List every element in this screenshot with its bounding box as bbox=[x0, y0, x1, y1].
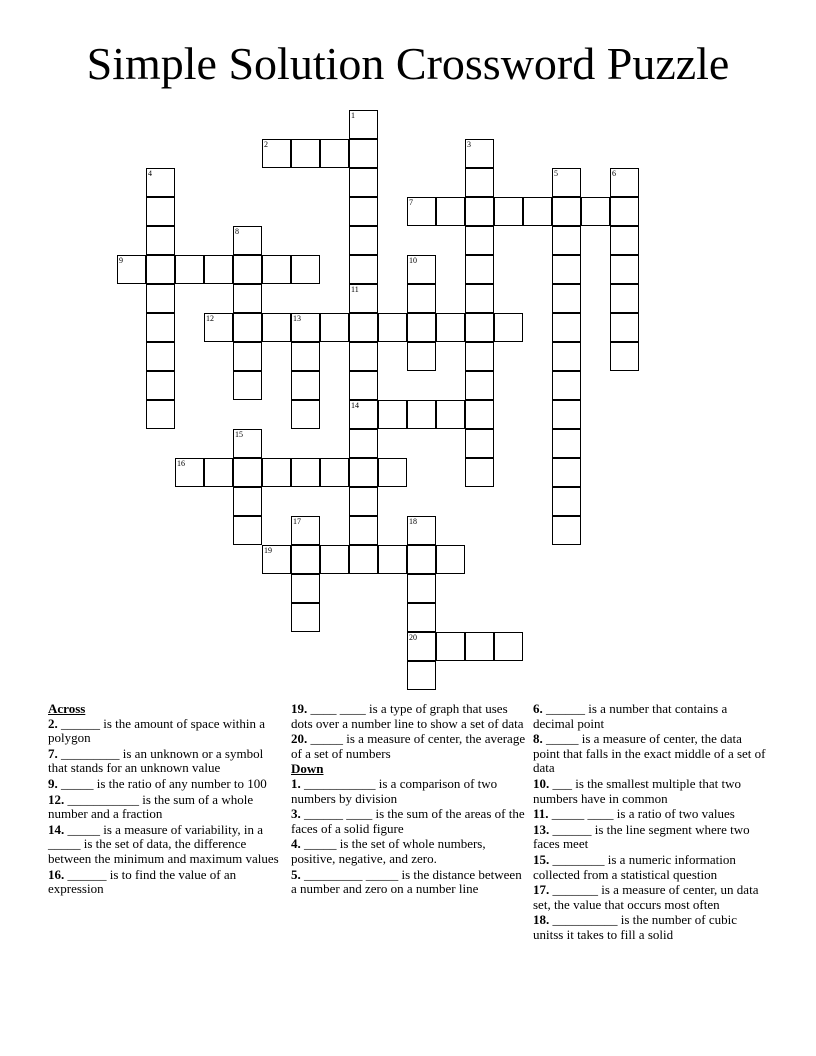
clue-across-20 bbox=[291, 732, 527, 761]
grid-cell[interactable] bbox=[407, 574, 436, 603]
clue-number: 4 bbox=[148, 169, 152, 178]
grid-cell[interactable] bbox=[523, 197, 552, 226]
clue-text: _____ is the ratio of any number to 100 bbox=[61, 775, 267, 791]
clue-number: 3 bbox=[467, 140, 471, 149]
clue-text: ______ is the line segment where two faces meet bbox=[533, 821, 750, 852]
grid-cell[interactable] bbox=[552, 197, 581, 226]
clue-text: __________ is the number of cubic unitss it takes to fill a solid bbox=[533, 912, 737, 942]
grid-cell[interactable] bbox=[465, 313, 494, 342]
clue-number-label: 9. bbox=[48, 775, 58, 791]
clue-text: ______ ____ is the sum of the areas of the faces of a solid figure bbox=[291, 806, 525, 836]
clue-text: ___ is the smallest multiple that two numbers have in common bbox=[533, 775, 741, 806]
grid-cell[interactable] bbox=[146, 313, 175, 342]
grid-cell[interactable] bbox=[117, 255, 146, 284]
clue-number-label: 4. bbox=[291, 836, 301, 852]
grid-cell[interactable] bbox=[552, 400, 581, 429]
clue-across-12 bbox=[48, 793, 284, 822]
grid-cell[interactable] bbox=[349, 545, 378, 574]
grid-cell[interactable] bbox=[494, 313, 523, 342]
clue-number-label: 6. bbox=[533, 701, 543, 716]
clue-text: ______ is a number that contains a decimal point bbox=[533, 701, 728, 731]
grid-cell[interactable] bbox=[349, 255, 378, 284]
clue-down-3 bbox=[291, 807, 527, 836]
clue-number-label: 10. bbox=[533, 775, 550, 791]
grid-cell[interactable] bbox=[378, 313, 407, 342]
grid-cell[interactable] bbox=[407, 197, 436, 226]
grid-cell[interactable] bbox=[407, 661, 436, 690]
clue-number-label: 17. bbox=[533, 882, 550, 898]
grid-cell[interactable] bbox=[291, 516, 320, 545]
clue-number-label: 18. bbox=[533, 912, 550, 928]
grid-cell[interactable] bbox=[233, 313, 262, 342]
clue-down-8 bbox=[533, 732, 769, 776]
clue-number: 19 bbox=[264, 546, 272, 555]
clue-number: 9 bbox=[119, 256, 123, 265]
grid-cell[interactable] bbox=[407, 313, 436, 342]
grid-cell[interactable] bbox=[378, 545, 407, 574]
grid-cell[interactable] bbox=[262, 545, 291, 574]
grid-cell[interactable] bbox=[465, 371, 494, 400]
grid-cell[interactable] bbox=[407, 545, 436, 574]
clue-number-label: 1. bbox=[291, 775, 301, 791]
grid-cell[interactable] bbox=[610, 197, 639, 226]
grid-cell[interactable] bbox=[494, 632, 523, 661]
grid-cell[interactable] bbox=[262, 139, 291, 168]
grid-cell[interactable] bbox=[233, 371, 262, 400]
clue-number-label: 8. bbox=[533, 731, 543, 747]
grid-cell[interactable] bbox=[552, 255, 581, 284]
clue-across-9 bbox=[48, 777, 284, 792]
clue-down-5 bbox=[291, 868, 527, 897]
clue-down-15 bbox=[533, 853, 769, 882]
grid-cell[interactable] bbox=[291, 255, 320, 284]
clue-number: 11 bbox=[351, 285, 359, 294]
clue-across-2 bbox=[48, 717, 284, 746]
grid-cell[interactable] bbox=[146, 400, 175, 429]
clue-down-18 bbox=[533, 913, 769, 942]
grid-cell[interactable] bbox=[349, 168, 378, 197]
grid-cell[interactable] bbox=[552, 487, 581, 516]
clue-number: 10 bbox=[409, 256, 417, 265]
grid-cell[interactable] bbox=[233, 284, 262, 313]
across-heading: Across bbox=[48, 701, 86, 716]
grid-cell[interactable] bbox=[610, 313, 639, 342]
grid-cell[interactable] bbox=[204, 458, 233, 487]
grid-cell[interactable] bbox=[291, 139, 320, 168]
grid-cell[interactable] bbox=[552, 371, 581, 400]
grid-cell[interactable] bbox=[465, 284, 494, 313]
grid-cell[interactable] bbox=[262, 313, 291, 342]
grid-cell[interactable] bbox=[349, 487, 378, 516]
clue-number-label: 15. bbox=[533, 851, 550, 867]
clue-number: 20 bbox=[409, 633, 417, 642]
grid-cell[interactable] bbox=[349, 429, 378, 458]
grid-cell[interactable] bbox=[146, 284, 175, 313]
grid-cell[interactable] bbox=[407, 400, 436, 429]
clue-number: 7 bbox=[409, 198, 413, 207]
grid-cell[interactable] bbox=[233, 458, 262, 487]
grid-cell[interactable] bbox=[349, 313, 378, 342]
clue-number-label: 11. bbox=[533, 806, 549, 822]
grid-cell[interactable] bbox=[465, 197, 494, 226]
clue-number-label: 14. bbox=[48, 821, 65, 837]
grid-cell[interactable] bbox=[552, 516, 581, 545]
grid-cell[interactable] bbox=[233, 516, 262, 545]
clue-number: 18 bbox=[409, 517, 417, 526]
grid-cell[interactable] bbox=[378, 458, 407, 487]
clue-number-label: 19. bbox=[291, 701, 308, 716]
grid-cell[interactable] bbox=[465, 632, 494, 661]
grid-cell[interactable] bbox=[610, 226, 639, 255]
grid-cell[interactable] bbox=[262, 255, 291, 284]
grid-cell[interactable] bbox=[349, 342, 378, 371]
grid-cell[interactable] bbox=[349, 110, 378, 139]
clue-text: ______ is to find the value of an expression bbox=[48, 866, 237, 897]
grid-cell[interactable] bbox=[146, 342, 175, 371]
clue-across-16 bbox=[48, 868, 284, 897]
grid-cell[interactable] bbox=[146, 255, 175, 284]
grid-cell[interactable] bbox=[349, 516, 378, 545]
clue-text: ___________ is the sum of a whole number and a fraction bbox=[48, 791, 254, 822]
clue-text: ________ is a numeric information collected from a statistical question bbox=[533, 851, 736, 882]
grid-cell[interactable] bbox=[291, 400, 320, 429]
grid-cell[interactable] bbox=[291, 371, 320, 400]
grid-cell[interactable] bbox=[552, 458, 581, 487]
grid-cell[interactable] bbox=[610, 342, 639, 371]
clue-text: ___________ is a comparison of two numbers by division bbox=[291, 775, 498, 806]
grid-cell[interactable] bbox=[610, 168, 639, 197]
grid-cell[interactable] bbox=[291, 545, 320, 574]
grid-cell[interactable] bbox=[552, 284, 581, 313]
grid-cell[interactable] bbox=[349, 226, 378, 255]
grid-cell[interactable] bbox=[349, 197, 378, 226]
clue-text: _____ is a measure of variability, in a _____ is the set of data, the difference between the minimum and maximum values bbox=[48, 821, 279, 866]
clue-across-7 bbox=[48, 747, 284, 776]
grid-cell[interactable] bbox=[436, 545, 465, 574]
grid-cell[interactable] bbox=[436, 632, 465, 661]
clue-text: _________ is an unknown or a symbol that stands for an unknown value bbox=[48, 745, 264, 776]
grid-cell[interactable] bbox=[349, 371, 378, 400]
clue-text: _____ is the set of whole numbers, positive, negative, and zero. bbox=[291, 836, 486, 866]
grid-cell[interactable] bbox=[146, 168, 175, 197]
grid-cell[interactable] bbox=[552, 168, 581, 197]
clue-text: _______ is a measure of center, un data set, the value that occurs most often bbox=[533, 882, 759, 912]
grid-cell[interactable] bbox=[349, 139, 378, 168]
clues-column-1 bbox=[48, 702, 284, 898]
clue-across-14 bbox=[48, 823, 284, 867]
down-heading: Down bbox=[291, 761, 324, 777]
clue-down-10 bbox=[533, 777, 769, 806]
clue-text: _________ _____ is the distance between a number and zero on a number line bbox=[291, 866, 522, 897]
grid-cell[interactable] bbox=[436, 313, 465, 342]
grid-cell[interactable] bbox=[291, 313, 320, 342]
grid-cell[interactable] bbox=[465, 458, 494, 487]
grid-cell[interactable] bbox=[407, 603, 436, 632]
grid-cell[interactable] bbox=[581, 197, 610, 226]
clue-down-4 bbox=[291, 837, 527, 866]
grid-cell[interactable] bbox=[291, 342, 320, 371]
grid-cell[interactable] bbox=[233, 342, 262, 371]
clues-column-3 bbox=[533, 702, 769, 944]
clue-text: _____ is a measure of center, the average of a set of numbers bbox=[291, 731, 526, 761]
clue-number-label: 20. bbox=[291, 731, 308, 747]
grid-cell[interactable] bbox=[349, 400, 378, 429]
grid-cell[interactable] bbox=[233, 487, 262, 516]
clue-number-label: 5. bbox=[291, 866, 301, 882]
grid-cell[interactable] bbox=[262, 458, 291, 487]
clue-down-11 bbox=[533, 807, 769, 822]
page-title: Simple Solution Crossword Puzzle bbox=[86, 38, 730, 89]
grid-cell[interactable] bbox=[320, 458, 349, 487]
clue-number: 15 bbox=[235, 430, 243, 439]
grid-cell[interactable] bbox=[175, 255, 204, 284]
clue-number-label: 3. bbox=[291, 806, 301, 822]
grid-cell[interactable] bbox=[320, 139, 349, 168]
grid-cell[interactable] bbox=[465, 255, 494, 284]
grid-cell[interactable] bbox=[552, 429, 581, 458]
clue-number: 13 bbox=[293, 314, 301, 323]
grid-cell[interactable] bbox=[407, 284, 436, 313]
clue-number-label: 7. bbox=[48, 745, 58, 761]
clue-number: 5 bbox=[554, 169, 558, 178]
grid-cell[interactable] bbox=[436, 400, 465, 429]
clue-text: _____ ____ is a ratio of two values bbox=[551, 806, 735, 822]
grid-cell[interactable] bbox=[320, 545, 349, 574]
clue-text: ______ is the amount of space within a polygon bbox=[48, 715, 265, 746]
clue-number: 14 bbox=[351, 401, 359, 410]
grid-cell[interactable] bbox=[407, 342, 436, 371]
clue-number: 1 bbox=[351, 111, 355, 120]
grid-cell[interactable] bbox=[204, 255, 233, 284]
clue-number-label: 16. bbox=[48, 866, 65, 882]
grid-cell[interactable] bbox=[465, 139, 494, 168]
grid-cell[interactable] bbox=[175, 458, 204, 487]
clue-number-label: 12. bbox=[48, 791, 65, 807]
clue-number: 17 bbox=[293, 517, 301, 526]
grid-cell[interactable] bbox=[233, 255, 262, 284]
clue-number-label: 2. bbox=[48, 715, 58, 731]
grid-cell[interactable] bbox=[320, 313, 349, 342]
clue-across-19 bbox=[291, 702, 527, 731]
clue-number: 12 bbox=[206, 314, 214, 323]
grid-cell[interactable] bbox=[291, 458, 320, 487]
grid-cell[interactable] bbox=[233, 226, 262, 255]
grid-cell[interactable] bbox=[610, 284, 639, 313]
grid-cell[interactable] bbox=[552, 226, 581, 255]
clue-text: _____ is a measure of center, the data point that falls in the exact middle of a set of data bbox=[533, 731, 766, 776]
grid-cell[interactable] bbox=[436, 197, 465, 226]
grid-cell[interactable] bbox=[146, 371, 175, 400]
grid-cell[interactable] bbox=[378, 400, 407, 429]
clues-column-2 bbox=[291, 702, 527, 898]
clue-down-1 bbox=[291, 777, 527, 806]
grid-cell[interactable] bbox=[291, 603, 320, 632]
grid-cell[interactable] bbox=[349, 458, 378, 487]
clue-down-13 bbox=[533, 823, 769, 852]
clue-number: 2 bbox=[264, 140, 268, 149]
grid-cell[interactable] bbox=[146, 197, 175, 226]
grid-cell[interactable] bbox=[494, 197, 523, 226]
clue-down-17 bbox=[533, 883, 769, 912]
grid-cell[interactable] bbox=[291, 574, 320, 603]
clue-number-label: 13. bbox=[533, 821, 550, 837]
grid-cell[interactable] bbox=[233, 429, 262, 458]
clue-number: 16 bbox=[177, 459, 185, 468]
clue-number: 8 bbox=[235, 227, 239, 236]
grid-cell[interactable] bbox=[407, 632, 436, 661]
grid-cell[interactable] bbox=[552, 313, 581, 342]
grid-cell[interactable] bbox=[610, 255, 639, 284]
grid-cell[interactable] bbox=[146, 226, 175, 255]
grid-cell[interactable] bbox=[465, 342, 494, 371]
grid-cell[interactable] bbox=[349, 284, 378, 313]
grid-cell[interactable] bbox=[465, 400, 494, 429]
clue-down-6 bbox=[533, 702, 769, 731]
clue-text: ____ ____ is a type of graph that uses dots over a number line to show a set of data bbox=[291, 701, 524, 731]
grid-cell[interactable] bbox=[465, 429, 494, 458]
grid-cell[interactable] bbox=[465, 226, 494, 255]
grid-cell[interactable] bbox=[465, 168, 494, 197]
grid-cell[interactable] bbox=[552, 342, 581, 371]
clue-number: 6 bbox=[612, 169, 616, 178]
grid-cell[interactable] bbox=[407, 516, 436, 545]
grid-cell[interactable] bbox=[204, 313, 233, 342]
grid-cell[interactable] bbox=[407, 255, 436, 284]
